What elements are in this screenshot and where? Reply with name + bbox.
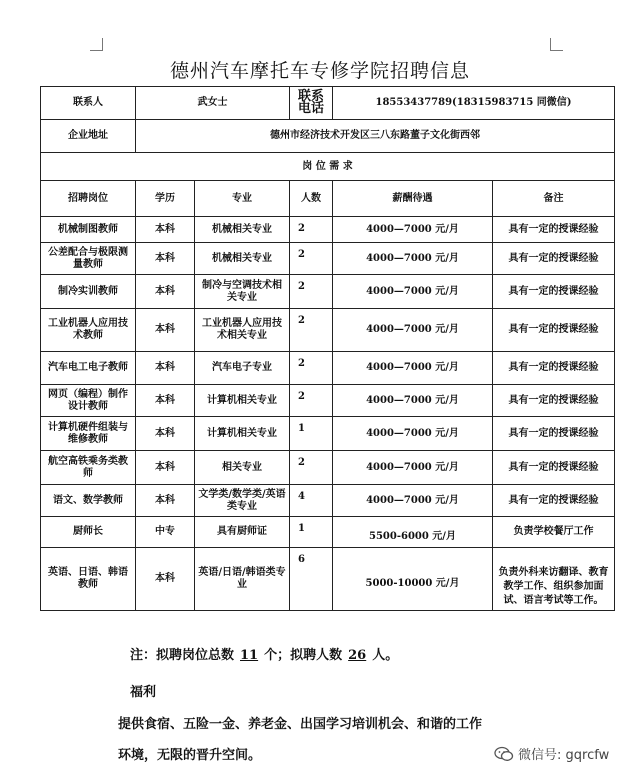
table-row xyxy=(41,275,615,309)
job-education: 本科 xyxy=(136,417,195,451)
total-positions: 11 xyxy=(240,648,259,663)
job-position: 英语、日语、韩语教师 xyxy=(41,548,136,611)
job-count: 2 xyxy=(290,385,333,417)
watermark xyxy=(494,744,609,763)
job-education: 本科 xyxy=(136,385,195,417)
job-position: 厨师长 xyxy=(41,517,136,548)
job-note: 具有一定的授课经验 xyxy=(493,451,615,485)
job-education: 本科 xyxy=(136,275,195,309)
job-salary: 4000—7000 元/月 xyxy=(333,243,493,275)
summary-mid: 个；拟聘人数 xyxy=(264,648,343,663)
job-salary: 4000—7000 元/月 xyxy=(333,385,493,417)
job-major: 汽车电子专业 xyxy=(195,352,290,385)
job-position: 机械制图教师 xyxy=(41,217,136,243)
job-note: 具有一定的授课经验 xyxy=(493,385,615,417)
job-position: 计算机硬件组装与维修教师 xyxy=(41,417,136,451)
section-title-row xyxy=(41,153,615,181)
job-education: 本科 xyxy=(136,548,195,611)
section-title: 岗 位 需 求 xyxy=(41,153,615,181)
job-education: 本科 xyxy=(136,243,195,275)
job-count: 4 xyxy=(290,485,333,517)
job-note: 负责外科来访翻译、教育教学工作、组织参加面试、语言考试等工作。 xyxy=(493,548,615,611)
address-row xyxy=(41,120,615,153)
table-row xyxy=(41,309,615,352)
job-major: 机械相关专业 xyxy=(195,217,290,243)
job-count: 2 xyxy=(290,217,333,243)
benefits-heading: 福利 xyxy=(130,685,157,700)
job-position: 制冷实训教师 xyxy=(41,275,136,309)
job-education: 本科 xyxy=(136,309,195,352)
column-header-row xyxy=(41,181,615,217)
summary-suffix: 人。 xyxy=(372,648,399,663)
total-people: 26 xyxy=(348,648,367,663)
job-salary: 4000—7000 元/月 xyxy=(333,352,493,385)
job-note: 具有一定的授课经验 xyxy=(493,352,615,385)
job-education: 中专 xyxy=(136,517,195,548)
benefits-line-2: 环境，无限的晋升空间。 xyxy=(118,748,262,763)
job-count: 2 xyxy=(290,352,333,385)
contact-row xyxy=(41,87,615,120)
address-value: 德州市经济技术开发区三八东路董子文化街西邻 xyxy=(136,120,615,153)
job-count: 1 xyxy=(290,517,333,548)
job-note: 具有一定的授课经验 xyxy=(493,309,615,352)
table-row xyxy=(41,548,615,611)
col-header-education: 学历 xyxy=(136,181,195,217)
job-education: 本科 xyxy=(136,217,195,243)
job-count: 2 xyxy=(290,275,333,309)
job-major: 工业机器人应用技术相关专业 xyxy=(195,309,290,352)
job-salary: 4000—7000 元/月 xyxy=(333,309,493,352)
job-major: 具有厨师证 xyxy=(195,517,290,548)
job-position: 工业机器人应用技术教师 xyxy=(41,309,136,352)
table-row xyxy=(41,485,615,517)
col-header-note: 备注 xyxy=(493,181,615,217)
page-corner-mark-right xyxy=(550,38,563,51)
job-note: 具有一定的授课经验 xyxy=(493,243,615,275)
table-row xyxy=(41,517,615,548)
job-major: 机械相关专业 xyxy=(195,243,290,275)
table-row xyxy=(41,352,615,385)
job-note: 具有一定的授课经验 xyxy=(493,417,615,451)
recruitment-table xyxy=(40,86,615,611)
wechat-icon xyxy=(494,746,514,762)
table-row xyxy=(41,451,615,485)
job-count: 2 xyxy=(290,451,333,485)
watermark-text: 微信号: gqrcfw xyxy=(518,748,610,763)
job-major: 相关专业 xyxy=(195,451,290,485)
job-position: 语文、数学教师 xyxy=(41,485,136,517)
job-major: 制冷与空调技术相关专业 xyxy=(195,275,290,309)
table-row xyxy=(41,217,615,243)
phone-label: 联系电话 xyxy=(290,87,333,120)
table-row xyxy=(41,385,615,417)
job-position: 网页（编程）制作设计教师 xyxy=(41,385,136,417)
job-education: 本科 xyxy=(136,485,195,517)
job-education: 本科 xyxy=(136,352,195,385)
benefits-line-1: 提供食宿、五险一金、养老金、出国学习培训机会、和谐的工作 xyxy=(118,717,483,732)
contact-label: 联系人 xyxy=(41,87,136,120)
col-header-position: 招聘岗位 xyxy=(41,181,136,217)
contact-name: 武女士 xyxy=(136,87,290,120)
job-note: 具有一定的授课经验 xyxy=(493,275,615,309)
phone-value: 18553437789(18315983715 同微信) xyxy=(333,87,615,120)
page-corner-mark-left xyxy=(90,38,103,51)
address-label: 企业地址 xyxy=(41,120,136,153)
page-title: 德州汽车摩托车专修学院招聘信息 xyxy=(169,60,470,82)
summary-line xyxy=(130,644,398,663)
job-salary: 5500-6000 元/月 xyxy=(333,517,493,548)
job-salary: 5000-10000 元/月 xyxy=(333,548,493,611)
job-salary: 4000—7000 元/月 xyxy=(333,417,493,451)
col-header-major: 专业 xyxy=(195,181,290,217)
job-count: 1 xyxy=(290,417,333,451)
job-salary: 4000—7000 元/月 xyxy=(333,451,493,485)
job-count: 6 xyxy=(290,548,333,611)
summary-prefix: 注：拟聘岗位总数 xyxy=(130,648,235,663)
col-header-salary: 薪酬待遇 xyxy=(333,181,493,217)
job-salary: 4000—7000 元/月 xyxy=(333,217,493,243)
job-position: 公差配合与极限测量教师 xyxy=(41,243,136,275)
col-header-count: 人数 xyxy=(290,181,333,217)
job-note: 负责学校餐厅工作 xyxy=(493,517,615,548)
job-note: 具有一定的授课经验 xyxy=(493,485,615,517)
job-salary: 4000—7000 元/月 xyxy=(333,485,493,517)
job-major: 文学类/数学类/英语类专业 xyxy=(195,485,290,517)
job-note: 具有一定的授课经验 xyxy=(493,217,615,243)
table-row xyxy=(41,243,615,275)
job-count: 2 xyxy=(290,243,333,275)
job-major: 英语/日语/韩语类专业 xyxy=(195,548,290,611)
table-row xyxy=(41,417,615,451)
job-count: 2 xyxy=(290,309,333,352)
job-education: 本科 xyxy=(136,451,195,485)
job-major: 计算机相关专业 xyxy=(195,417,290,451)
job-position: 航空高铁乘务类教师 xyxy=(41,451,136,485)
job-salary: 4000—7000 元/月 xyxy=(333,275,493,309)
job-major: 计算机相关专业 xyxy=(195,385,290,417)
job-position: 汽车电工电子教师 xyxy=(41,352,136,385)
